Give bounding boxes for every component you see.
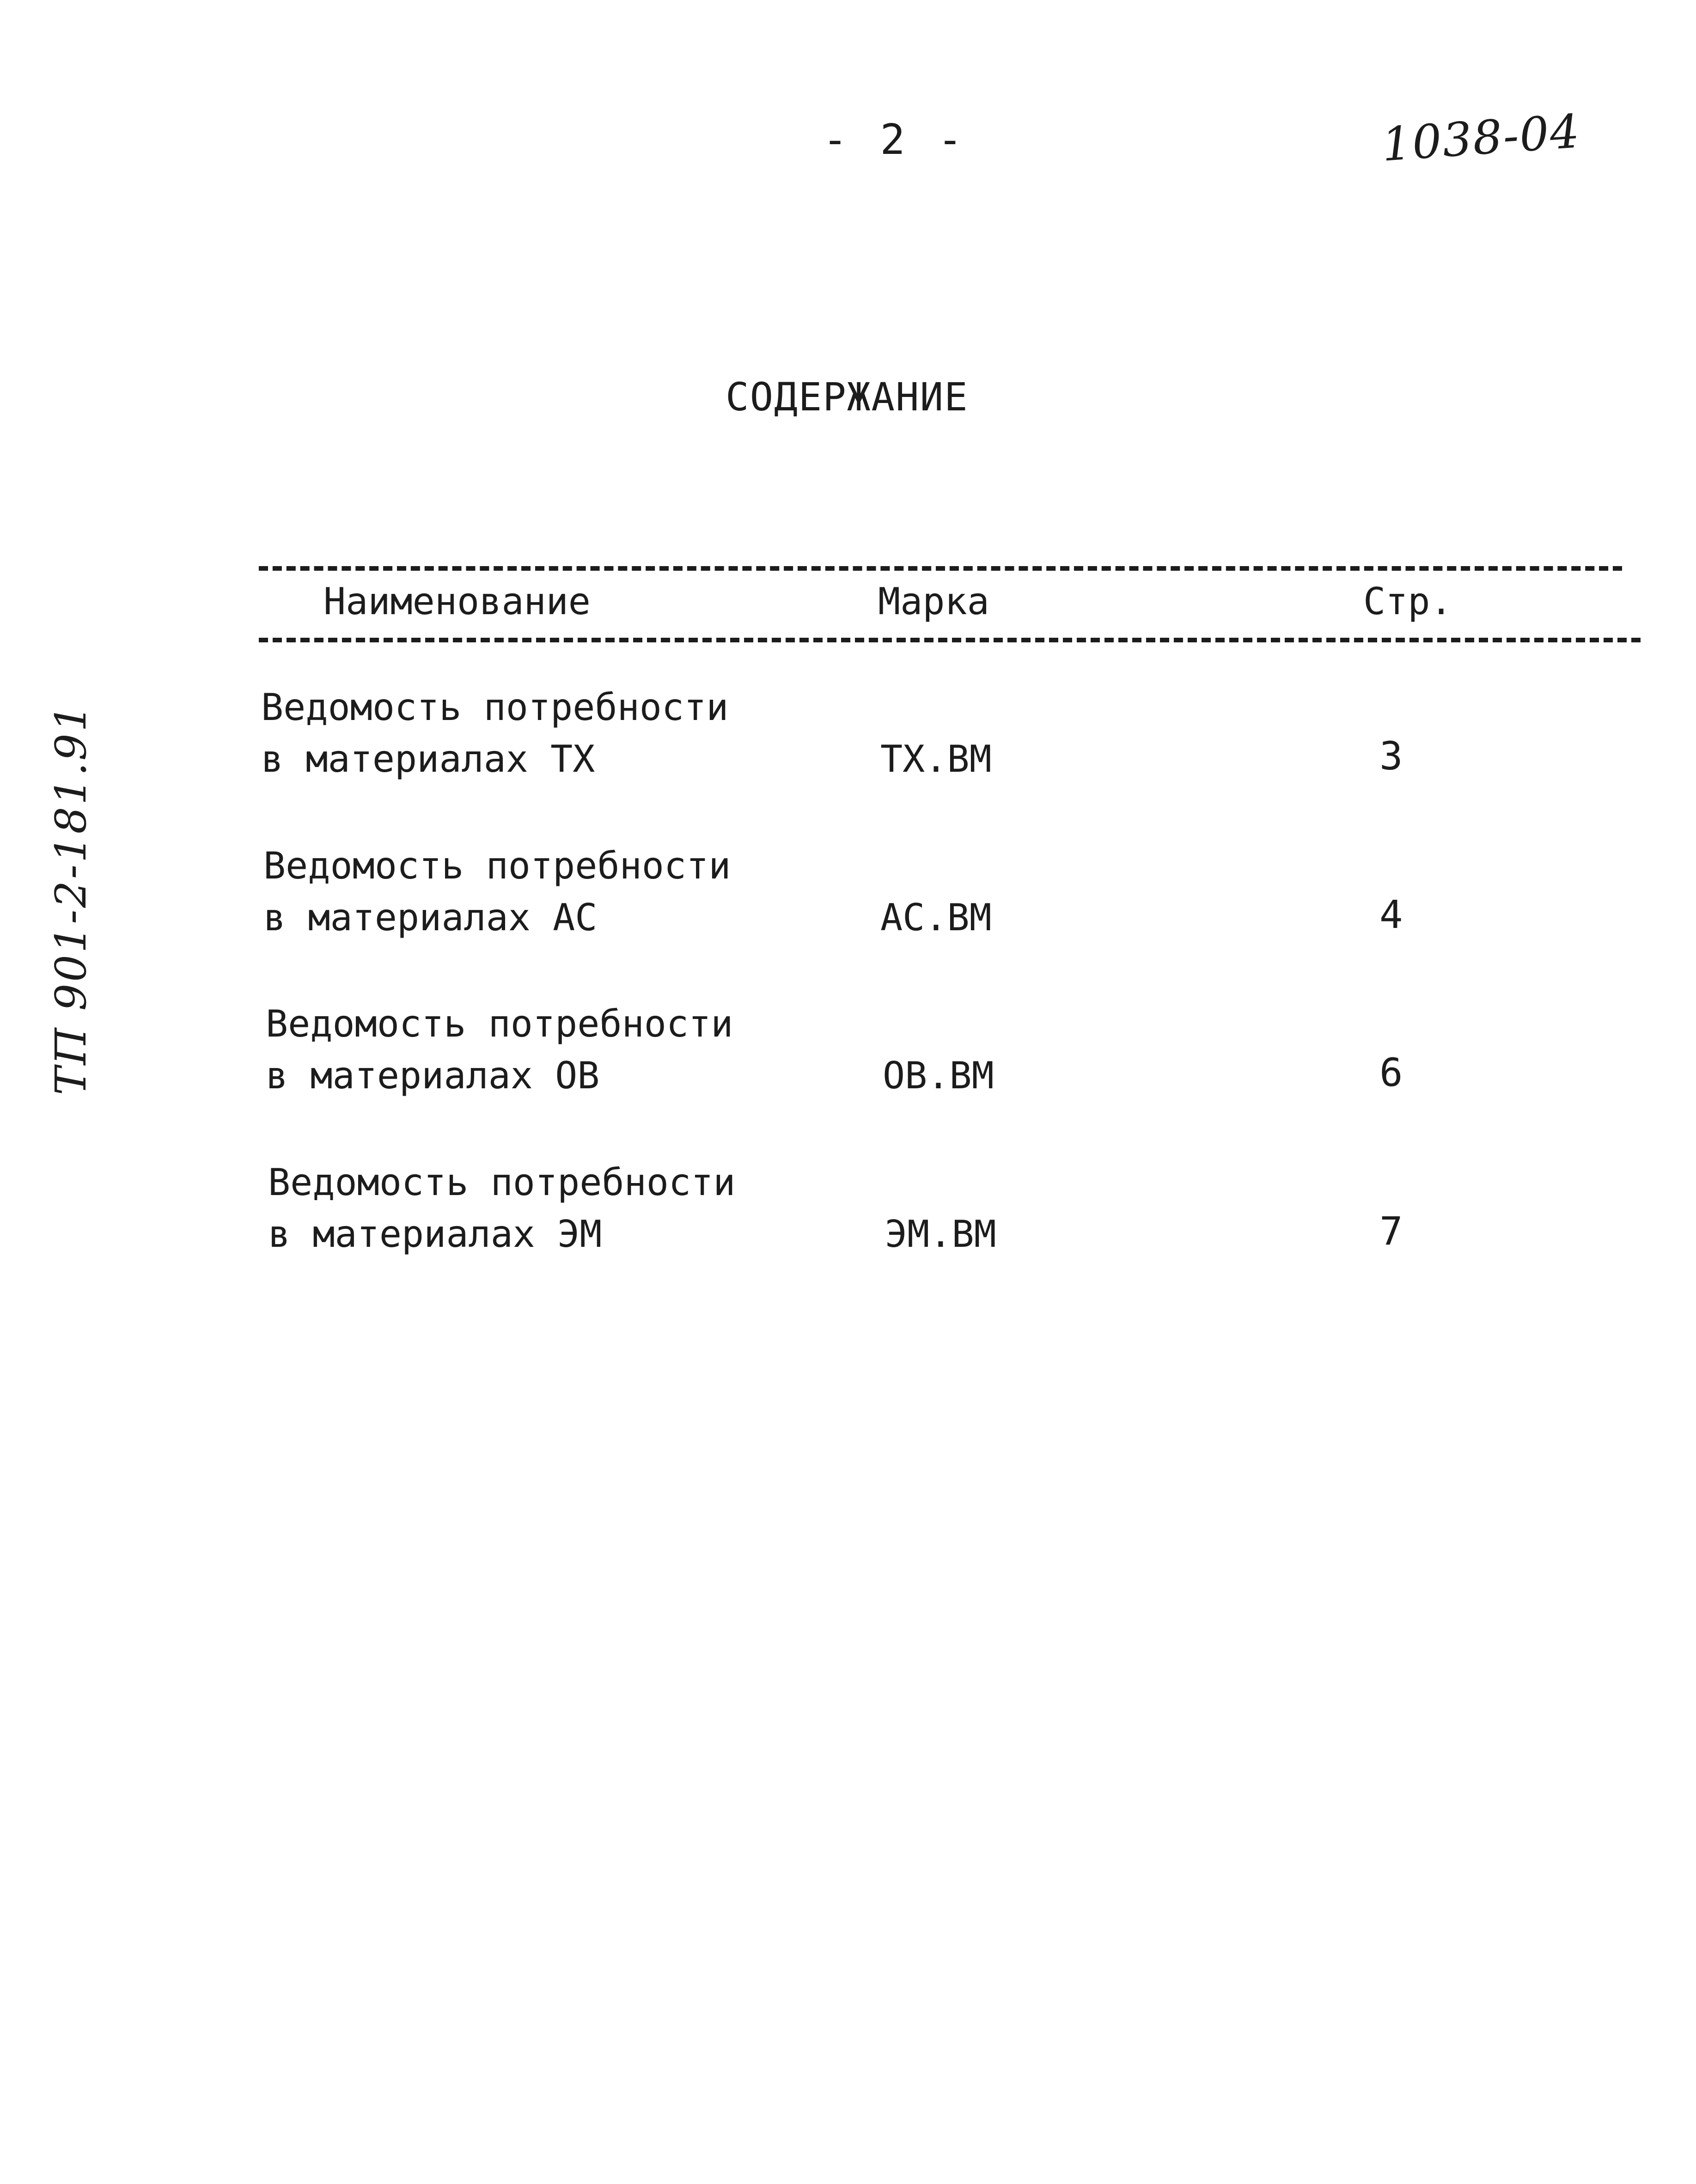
row-name-line1: Ведомость потребности [261, 686, 729, 729]
table-row [0, 998, 1696, 1109]
side-document-label: ТП 901-2-181.91 [46, 702, 96, 1095]
row-name [268, 1157, 735, 1260]
row-name-line1: Ведомость потребности [263, 844, 731, 887]
row-mark: ЭМ.ВМ [885, 1213, 996, 1256]
row-name-line2: в материалах АС [263, 896, 598, 939]
row-page: 6 [1379, 1050, 1403, 1095]
row-name [263, 840, 731, 944]
row-page: 7 [1379, 1208, 1403, 1254]
table-row [0, 840, 1696, 951]
row-name-line1: Ведомость потребности [266, 1002, 733, 1045]
row-mark: АС.ВМ [880, 896, 992, 939]
column-header-name: Наименование [323, 580, 591, 623]
row-name-line2: в материалах ТХ [261, 738, 595, 781]
row-name [261, 682, 728, 785]
row-mark: ОВ.ВМ [883, 1054, 994, 1097]
table-row [0, 1157, 1696, 1268]
document-code: 1038-04 [1380, 104, 1582, 172]
table-header-rule [259, 638, 1641, 642]
table-top-rule [259, 566, 1622, 571]
row-name-line1: Ведомость потребности [268, 1161, 736, 1204]
row-page: 4 [1379, 892, 1403, 937]
table-row [0, 682, 1696, 793]
row-page: 3 [1379, 733, 1403, 779]
column-header-page: Стр. [1363, 580, 1452, 623]
column-header-mark: Марка [878, 580, 989, 623]
row-name [266, 998, 733, 1102]
page-title: СОДЕРЖАНИЕ [726, 374, 969, 420]
page-number: - 2 - [823, 116, 966, 164]
row-name-line2: в материалах ЭМ [268, 1213, 602, 1256]
row-mark: ТХ.ВМ [880, 738, 992, 781]
row-name-line2: в материалах ОВ [266, 1054, 600, 1097]
